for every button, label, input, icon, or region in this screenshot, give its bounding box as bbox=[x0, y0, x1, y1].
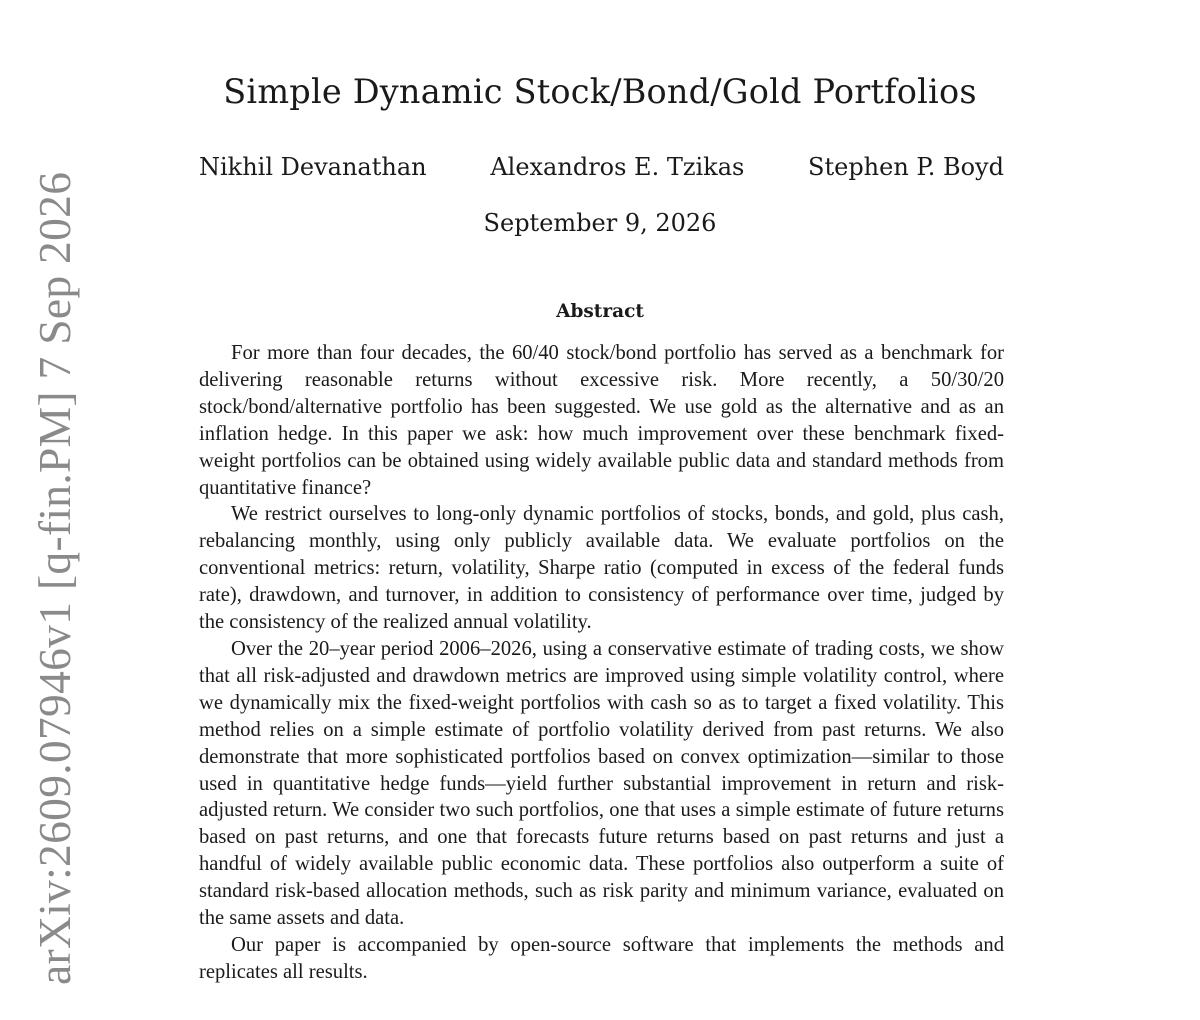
paper-title: Simple Dynamic Stock/Bond/Gold Portfolios bbox=[223, 72, 977, 111]
abstract-paragraph: Our paper is accompanied by open-source software that implements the methods and replicates all results. bbox=[199, 933, 1004, 983]
author-name: Nikhil Devanathan bbox=[199, 153, 427, 181]
abstract-body bbox=[199, 340, 1004, 986]
abstract-heading: Abstract bbox=[556, 301, 644, 322]
author-list bbox=[199, 153, 1004, 181]
paper-date: September 9, 2026 bbox=[483, 209, 717, 237]
abstract-paragraph: Over the 20–year period 2006–2026, using a conservative estimate of trading costs, we show that all risk-adjusted and drawdown metrics are improved using simple volatility control, where we dynamically mix the fixed-weight portfolios with cash so as to target a fixed volatility. This method relies on a simple estimate of portfolio volatility derived from past returns. We also demonstrate that more sophisticated portfolios based on convex optimization—similar to those used in quantitative hedge funds—yield further substantial improvement in return and risk-adjusted return. We consider two such portfolios, one that uses a simple estimate of future returns based on past returns, and one that forecasts future returns based on past returns and just a handful of widely available public economic data. These portfolios also outperform a suite of standard risk-based allocation methods, such as risk parity and minimum variance, evaluated on the same assets and data. bbox=[199, 637, 1004, 930]
author-name: Stephen P. Boyd bbox=[808, 153, 1004, 181]
abstract-paragraph: We restrict ourselves to long-only dynamic portfolios of stocks, bonds, and gold, plus cash, rebalancing monthly, using only publicly available data. We evaluate portfolios on the conventional metrics: return, volatility, Sharpe ratio (computed in excess of the federal funds rate), drawdown, and turnover, in addition to consistency of performance over time, judged by the consistency of the realized annual volatility. bbox=[199, 503, 1004, 634]
abstract-paragraph: For more than four decades, the 60/40 stock/bond portfolio has served as a benchmark for delivering reasonable returns without excessive risk. More recently, a 50/30/20 stock/bond/alternative portfolio has been suggested. We use gold as the alternative and as an inflation hedge. In this paper we ask: how much improvement over these benchmark fixed-weight portfolios can be obtained using widely available public data and standard methods from quantitative finance? bbox=[199, 342, 1004, 499]
author-name: Alexandros E. Tzikas bbox=[490, 153, 745, 181]
arxiv-identifier: arXiv:2609.07946v1 [q-fin.PM] 7 Sep 2026 bbox=[29, 171, 80, 985]
